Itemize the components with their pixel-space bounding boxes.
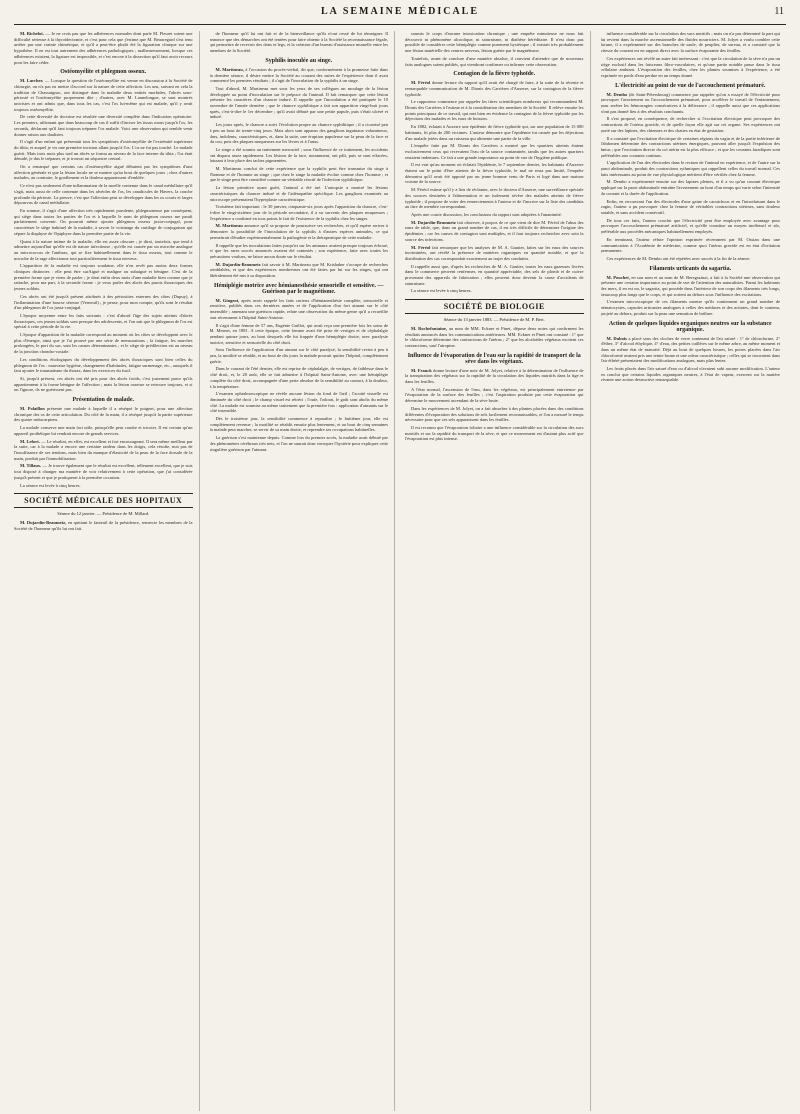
- speaker-name: M. Larcher.: [20, 78, 45, 84]
- paragraph: [601, 366, 781, 383]
- section-heading: Action de quelques liquides organiques neutres sur la substance organique.: [608, 320, 772, 333]
- section-heading: Contagion de la fièvre typhoïde.: [453, 71, 536, 78]
- paragraph-text: en quittant le fauteuil de la présidence, remercie les membres de la Société de l'honneur qu'ils lui ont fait.: [14, 519, 193, 531]
- paragraph: [210, 323, 389, 346]
- running-head: [14, 6, 786, 25]
- paragraph-text: L'application de l'un des électrodes dans le rectum de l'animal en expérience, et de l'autre sur la paroi abdominale, produit des contractions rythmiques qui rappellent celles du travail normal. Ces faits intéressants au point de vue physiologique méritent d'être vérifiés chez la femme.: [600, 160, 780, 177]
- paragraph-text: Le singe a été soumis au traitement mercuriel ; sous l'influence de ce traitement, les accidents ont disparu assez rapidement. Les lésions de la face, notamment, ont pâli, puis se sont effacées, laissant à leur place des taches pigmentées.: [209, 146, 388, 164]
- section-heading: Syphilis inoculée au singe.: [265, 57, 333, 64]
- paragraph-text: M. Féréol estime qu'il y a lieu de réclamer, avec le docteur d'Auxerre, une surveillance spéciale des sources destinées à l'alimentation et un isolement sévère des malades atteints de fièvre typhoïde ; il propose de voter des remerciements à l'auteur et de l'inscrire sur la liste des candidats au titre de membre correspondant.: [405, 187, 584, 210]
- paragraph-text: Les jours après, le chancre a suivi l'évolution propre au chancre syphilitique ; il a cicatrisé peu à peu au bout de trente-cinq jours. Mais alors sont apparus des ganglions inguinaux volumineux, durs, indolents, caractéristiques, et, dans la suite, une éruption papuleuse sur la peau de la face et du cou, puis des plaques muqueuses sur les lèvres et à l'anus.: [209, 122, 388, 145]
- speaker-name: M. Dujardin-Beaumetz: [411, 219, 458, 225]
- paragraph-text: Il est reconnu que l'évaporation foliaire a une influence considérable sur la circulation des sucs nutritifs et sur la rapidité du transport de la sève, et que ce mouvement est d'autant plus actif que l'évaporation est plus intense.: [405, 424, 584, 442]
- paragraph: [601, 336, 781, 365]
- paragraph: [14, 139, 193, 162]
- paragraph: [405, 245, 584, 262]
- paragraph: [601, 299, 781, 316]
- paragraph-text: influence considérable sur la circulation des sucs nutritifs ; mais on n'a pas déterminé la part qui lui revient dans la marche ascensionnelle des fluides nourriciers. M. Jolyet a voulu combler cette lacune, il a expérimenté sur des branches de saule, de peuplier, de sureau, et a constaté que la vitesse du courant est en rapport direct avec la surface évaporante des feuilles.: [600, 31, 780, 54]
- paragraph: [405, 387, 584, 404]
- paragraph-text: Il s'agit d'une femme de 57 ans, Eugénie Guillot, qui avait reçu une première fois les soins de M. Mesnet, en 1881. A cette époque, cette femme avait été prise de vertiges et de céphalalgie pendant quinze jours, au bout desquels elle fut frappée d'une hémiplégie droite, avec paralysie motrice, sensitive et sensorielle du côté droit.: [209, 322, 388, 345]
- paragraph: [210, 262, 389, 279]
- paragraph: [14, 31, 193, 65]
- column-4: [601, 31, 787, 1111]
- paragraph: [14, 483, 193, 489]
- paragraph-text: Toutefois, avant de conclure d'une manière absolue, il convient d'attendre que de nouveaux faits analogues soient publiés, qui viendront confirmer ou infirmer cette observation.: [405, 55, 584, 67]
- paragraph-text: La séance est levée à cinq heures.: [20, 482, 81, 488]
- paragraph: [405, 425, 584, 442]
- paragraph-text: Il rappelle que les inoculations faites jusqu'ici sur les animaux avaient presque toujours échoué, et que les rares succès annoncés avaient été contestés ; son expérience, faite avec toutes les précautions voulues, ne laisse aucun doute sur le résultat.: [209, 242, 388, 259]
- paragraph: [14, 239, 193, 262]
- paragraph: [210, 185, 389, 202]
- paragraph: [405, 220, 584, 243]
- paragraph-text: Enfin, en recouvrant l'un des électrodes d'une gaine de caoutchouc et en l'introduisant dans le vagin, l'auteur a pu provoquer chez la femme de véritables contractions utérines, sans douleur notable, et sans accident consécutif.: [600, 198, 780, 215]
- paragraph: [14, 114, 193, 137]
- speaker-name: M. Gingeot,: [215, 297, 242, 303]
- speaker-name: M. Féréol: [411, 80, 432, 86]
- paragraph-text: en son nom et au nom de M. Beregszászi, a fait à la Société une observation qui présente une certaine importance au point de vue de l'attention des naturalistes. Parmi les habitants des mers, il en est un, le sagartia, qui possède dans l'intérieur de son corps des filaments très longs, beaucoup plus longs que le corps, et qui sortent au dehors sous l'influence des excitations.: [600, 274, 780, 297]
- paragraph: [601, 92, 781, 115]
- column-2: [210, 31, 396, 1111]
- publication-title: LA SEMAINE MÉDICALE: [320, 6, 480, 17]
- paragraph-text: à l'occasion du procès-verbal, dit que, conformément à la promesse faite dans la dernière séance, il désire mettre la Société au courant des suites de l'expérience dont il avait commencé les premiers résultats ; il s'agit de l'inoculation de la syphilis à un singe.: [209, 66, 388, 84]
- paragraph: [601, 160, 781, 177]
- paragraph: [210, 243, 389, 260]
- paragraph: [14, 263, 193, 292]
- paragraph-text: Dans les expériences de M. Jolyet, on a fait absorber à des plantes placées dans des conditions différentes d'évaporation des solutions de sels facilement reconnaissables, et l'on a mesuré le temps nécessaire pour que ces sels apparaissent dans les feuilles.: [405, 405, 584, 423]
- page-number: 11: [774, 6, 784, 17]
- paragraph: [405, 288, 584, 294]
- paragraph: [601, 31, 781, 54]
- paragraph-text: Les fruits placés dans l'air saturé d'eau ou d'alcool n'avaient subi aucune modification. L'auteur en conclut que certains liquides organiques neutres, à l'état de vapeur, exercent sur la matière vivante une action destructive remarquable.: [600, 366, 780, 383]
- paragraph: [14, 376, 193, 393]
- paragraph-text: de l'honneur qu'il lui ont fait et de la bienveillance qu'ils n'ont cessé de lui témoigner. Il annonce que des démarches ont été tentées pour faire obtenir à la Société la reconnaissance légale, qui permettra de recevoir des dons et legs, et la création d'un bureau d'assistance mutuelle entre les membres de la Société.: [209, 31, 388, 54]
- paragraph: [210, 86, 389, 120]
- speaker-name: M. Pouchet,: [606, 274, 632, 280]
- paragraph-text: Il a constaté que l'excitation électrique de certaines régions du vagin et de la partie inférieure de l'abdomen détermine des contractions utérines énergiques, pouvant aller jusqu'à l'expulsion des fœtus ; que l'excitation directe du col utérin est la plus efficace ; et que les courants faradiques sont préférables aux courants continus.: [600, 135, 780, 158]
- paragraph: [405, 143, 584, 160]
- paragraph: [210, 147, 389, 164]
- paragraph: [405, 80, 584, 97]
- paragraph: [601, 256, 781, 262]
- paragraph-text: donne lecture du rapport qu'il avait été chargé de faire, à la suite de la récente et remarquable communication de M. Dionis des Carrières d'Auxerre, sur la contagion de la fièvre typhoïde.: [405, 80, 584, 97]
- paragraph: [405, 99, 584, 122]
- speaker-name: M. Richelot.: [20, 31, 46, 36]
- paragraph: [405, 368, 584, 385]
- paragraph: [210, 223, 389, 240]
- paragraph: [210, 416, 389, 433]
- society-heading: SOCIÉTÉ DE BIOLOGIE: [405, 299, 584, 314]
- paragraph-text: soumis le corps d'aucune intoxication chronique ; une enquête minutieuse ne nous fait découvrir ni phénomène alcoolique, ni saturnisme, ni diathèse héréditaire. Il n'est donc pas possible de considérer cette hémiplégie comme purement hystérique ; il existait très probablement une lésion matérielle des centres nerveux, lésion guérie par le magnétisme.: [405, 31, 584, 54]
- paragraph: [14, 183, 193, 206]
- paragraph-text: au nom de MM. Eckner et Pinet, dépose deux notes qui confirment les résultats annoncés dans les communications antérieures. MM. Eckner et Pinet ont constaté : 1° que le chloroforme détermine des contractions de l'utérus ; 2° que les alcaloïdes végétaux excitent ces contractions, sauf l'atropine.: [405, 325, 584, 348]
- paragraph-text: L'époque d'apparition de la maladie correspond au moment où les côtes se développent avec le plus d'énergie, ainsi que je l'ai prouvé par une série de mensurations ; la fatigue, les marches prolongées, le port du sac, sont les causes déterminantes ; et le siège de prédilection est au niveau de la jonction chondro-costale.: [14, 332, 193, 355]
- paragraph-text: La lésion primitive ayant guéri, l'animal a été tué. L'autopsie a montré les lésions caractéristiques du chancre induré et de l'adénopathie spécifique. Les ganglions examinés au microscope présentaient l'hyperplasie caractéristique.: [209, 185, 388, 202]
- paragraph-text: En terminant, l'auteur réfute l'opinion exprimée récemment par M. Ossian dans une communication à l'Académie de médecine, comme quoi l'utérus gravide est en état d'irritation permanente.: [600, 236, 780, 254]
- paragraph: [210, 366, 389, 389]
- paragraph: [601, 275, 781, 298]
- speaker-name: M. Rochefontaine,: [411, 325, 449, 331]
- column-1: [14, 31, 200, 1111]
- paragraph-text: L'examen ophtalmoscopique ne révèle aucune lésion du fond de l'œil ; l'acuité visuelle est diminuée du côté droit ; le champ visuel est rétréci ; l'ouïe, l'odorat, le goût sont abolis du même côté. La malade est soumise au même traitement que la première fois : application d'aimants sur le côté insensible.: [209, 391, 388, 414]
- paragraph-text: La malade conserve une main fort utile, puisqu'elle peut coudre et tricoter. Il est certain qu'un appareil prothétique lui rendrait encore de grands services.: [14, 425, 193, 436]
- paragraph: [14, 294, 193, 311]
- paragraph-text: — Lorsque la question de l'ostéomyélite est venue en discussion à la Société de chirurgie, on n'a pas eu mettre d'accord sur la nature de cette affection. Les uns, suivant en cela la tradition de Chassaignac, ont distingué dans la maladie deux entités morbides, l'abcès sous-périosté et l'ostéomyélite proprement dite ; d'autres, avec M. Lannelongue, se sont montrés unicistes et ont admis que, dans tous les cas, c'est l'os lui-même qui est malade, qu'il y avait toujours ostéomyélite.: [14, 78, 193, 112]
- paragraph-text: fait savoir à M. Martineau que M. Krishaber s'occupe de recherches semblables, et que des expériences nombreuses ont été faites par lui sur les singes, qui ont libéralement été mis à sa disposition.: [209, 261, 388, 279]
- paragraph: [405, 264, 584, 287]
- paragraph-text: Il s'est proposé, en conséquence, de rechercher si l'excitation électrique peut provoquer des contractions de l'utérus gravide, et de quelle façon elle agit sur cet organe. Ses expériences ont porté sur des lapines, des chiennes et des chattes en état de gestation.: [600, 116, 780, 133]
- speaker-name: M. Franck: [411, 367, 434, 373]
- paragraph-text: Ces abcès ont été jusqu'à présent attribués à des périostites externes des côtes (Dupuy), à l'inflammation d'une bourse séreuse (Verneuil) ; je pense, pour mon compte, qu'ils sont le résultat d'un phlegmon de l'os juxta-conjugal.: [14, 293, 193, 311]
- paragraph-text: Troisième fait important : le 30 janvier, cinquante-six jours après l'apparition du chancre, c'est-à-dire le vingt-sixième jour de la période secondaire, il a vu survenir des plaques muqueuses ; l'expérience a confirmé en tous points le fait de l'existence de la syphilis chez les singes.: [209, 204, 388, 221]
- paragraph-text: Le rapporteur commence par rappeler les titres scientifiques nombreux qui recommandent M. Dionis des Carrières à l'estime et à la considération des membres de la Société. Il relève ensuite les points principaux de ce travail, qui met bien en évidence la contagion de la fièvre typhoïde par les déjections des malades et les eaux de boisson.: [405, 99, 584, 122]
- paragraph-text: L'apparition de la maladie est toujours soudaine, elle n'en revêt pas moins deux formes cliniques distinctes : elle peut être surAiguë et maligne ou subaiguë et bénigne. C'est de la première forme que je viens de parler ; je dirai enfin deux mots d'une maladie bien connue que je rattache, pour ma part, à la seconde forme : je veux parler des abcès des parois thoraciques des jeunes soldats.: [14, 263, 193, 292]
- paragraph: [14, 164, 193, 181]
- paragraph-text: En 1882, éclatait à Auxerre une épidémie de fièvre typhoïde qui, sur une population de 15 000 habitants, fit plus de 200 victimes. L'auteur démontre que l'épidémie fut causée par les déjections d'un malade jetées dans un ruisseau qui alimente une partie de la ville.: [405, 124, 584, 141]
- section-heading: Hémiplégie motrice avec hémianesthésie sensorielle et sensitive. — Guérison par le magnétisme.: [213, 282, 384, 295]
- paragraph-text: La séance est levée à cinq heures.: [411, 288, 472, 294]
- paragraph: [405, 406, 584, 423]
- column-3: [405, 31, 591, 1111]
- paragraph: [405, 212, 584, 218]
- paragraph: [601, 179, 781, 196]
- paragraph-text: Les conditions étiologiques du développement des abcès thoraciques sont bien celles du phlegmon de l'os : mauvaise hygiène, changement d'habitudes, fatigue surmenage, etc., auxquels il faut ajouter le traumatisme du thorax, dans les exercices du fusil.: [14, 356, 193, 374]
- paragraph: [405, 326, 584, 349]
- paragraph: [601, 218, 781, 235]
- section-heading: Filaments urticants du sagartia.: [649, 265, 732, 272]
- paragraph-text: — Je ne crois pas que les adhérences normales dont parle M. Fleuret soient une difficulté sérieuse à la thyroïdectomie, et c'est pour cela que j'estime que M. Beauregard s'est tenu arrêter par une crainte chimérique, et qu'il a peut-être plutôt été la figuration clinique sur une hypothèse. Il en est tout autrement des adhérences pathologiques ; malheureusement, lorsque ces adhérences existent, la ligature est impossible, et c'est encore à la dissection qu'il faut avoir recours pour les faire céder.: [14, 31, 193, 65]
- paragraph-text: fait remarquer que les analyses de M. A. Gautier, faites sur les eaux des sources incriminées, ont révélé la présence de matières organiques en quantité notable, et que la distribution des cas correspondait exactement au trajet des conduites.: [405, 244, 584, 261]
- paragraph: [601, 199, 781, 216]
- paragraph: [210, 122, 389, 145]
- paragraph: [14, 332, 193, 355]
- paragraph-text: présente une malade à laquelle il a réséqué le poignet, pour une affection chronique des os de cette articulation. Du côté de la main, il a réséqué jusqu'à la partie supérieure des quatre métacarpiens.: [14, 406, 193, 423]
- paragraph: [601, 136, 781, 159]
- paragraph-text: De cette diversité de doctrine est résultée une diversité complète dans l'indication opératoire. Les premiers, affirmant que dans beaucoup de cas il suffit d'inciser les tissus mous jusqu'à l'os, les seconds, déclarant qu'il faut toujours trépaner l'os malade. Voici une observation qui semble venir donner raison aux dualistes.: [14, 114, 193, 137]
- paragraph-text: L'enquête faite par M. Dionis des Carrières a montré que les quartiers atteints étaient exclusivement ceux qui recevaient l'eau de la source contaminée, tandis que les autres quartiers restaient indemnes. Ce fait a une grande importance au point de vue de l'hygiène publique.: [405, 143, 584, 160]
- paragraph-text: L'époque moyenne entre les faits suivants : c'est d'abord l'âge des sujets atteints d'abcès thoraciques, ces jeunes soldats sont presque des adolescents, et l'on sait que le phlegmon de l'os est spécial à cette période de la vie.: [14, 312, 193, 330]
- paragraph: [601, 237, 781, 254]
- speaker-name: M. Dujardin-Beaumetz: [215, 261, 263, 267]
- paragraph: [405, 162, 584, 185]
- paragraph: [601, 56, 781, 79]
- meeting-line: Séance du 12 janvier. — Présidence de M. Millard.: [57, 511, 150, 517]
- paragraph: [14, 313, 193, 330]
- paragraph: [405, 124, 584, 141]
- section-heading: Ostéomyélite et phlegmon osseux.: [60, 69, 147, 76]
- paragraph-text: donne lecture d'une note de M. Jolyet, relative à la détermination de l'influence de la transpiration des végétaux sur la rapidité de la circulation des liquides nutritifs dans la tige et dans les feuilles.: [405, 367, 584, 385]
- speaker-name: M. Polaillon: [20, 406, 48, 412]
- paragraph-text: M. Dembo a expérimenté ensuite sur des lapines pleines, et il a vu qu'un courant électrique appliqué sur la paroi abdominale entraîne l'avortement au bout d'un temps qui varie selon l'intensité du courant et la durée de l'application.: [600, 179, 780, 196]
- paragraph-text: Ces expériences de M. Dembo ont été répétées avec succès à la fin de la séance.: [606, 255, 751, 261]
- paragraph: [14, 439, 193, 462]
- paragraph: [210, 67, 389, 84]
- article-columns: [14, 31, 786, 1111]
- paragraph: [14, 463, 193, 480]
- section-heading: Présentation de malade.: [72, 397, 134, 404]
- paragraph-text: Tout d'abord, M. Martineau met sous les yeux de ses collègues un moulage de la lésion développée au point d'inoculation sur le prépuce du l'animal. Il fait remarquer que cette lésion présente les caractères d'un chancre induré. Il rappelle que l'inoculation a été pratiquée le 10 novembre de l'année dernière ; que le chancre syphilitique a fait son apparition vingt-huit jours après, c'est-à-dire le 1er décembre ; qu'il avait débuté par une petite papule, puis s'était ulcéré et induré.: [209, 85, 388, 120]
- paragraph: [405, 187, 584, 210]
- paragraph-text: Il est vrai qu'au moment où éclatait l'épidémie, le 7 septembre dernier, les habitants d'Auxerre étaient sur le point d'être atteints de la fièvre typhoïde, le mal ne resta pas limité, l'enquête démontra qu'il avait été apporté par un jeune homme venu de Paris et logé dans une maison voisine de la source.: [405, 162, 584, 185]
- paragraph-text: On a remarqué que certains cas d'ostéomyélite aiguë débutent par les symptômes d'une affection générale et que la lésion locale ne se montre qu'au bout de quelques jours ; chez d'autres malades, au contraire, le gonflement et la douleur apparaissent d'emblée.: [14, 164, 193, 181]
- paragraph: [14, 425, 193, 436]
- paragraph: [14, 208, 193, 237]
- paragraph-text: M. Martineau conclut de cette expérience que la syphilis peut être transmise du singe à l'homme et de l'homme au singe ; que chez le singe la maladie évolue comme chez l'homme ; et que le singe peut être considéré comme un véritable réactif de l'infection syphilitique.: [209, 166, 388, 183]
- paragraph-text: Après une courte discussion, les conclusions du rapport sont adoptées à l'unanimité.: [411, 211, 562, 217]
- paragraph-text: Si, jusqu'à présent, ces abcès ont été pris pour des abcès froids, c'est justement parce qu'ils appartiennent à la forme bénigne de l'affection ; mais la lésion osseuse se retrouve toujours, et si on l'ignore, ils ne guérissent pas.: [14, 375, 193, 393]
- paragraph-text: Ce n'est pas seulement d'une inflammation de la moelle contenue dans le canal médullaire qu'il s'agit, mais aussi de celle contenue dans les alvéoles de l'os, les canalicules de Havers, la couche profonde du périoste. La preuve, c'est que l'affection peut se développer dans les os courts et larges dépourvus de canal médullaire.: [14, 183, 193, 206]
- paragraph: [210, 204, 389, 221]
- paragraph: [405, 31, 584, 54]
- paragraph: [14, 406, 193, 423]
- paragraph: [210, 391, 389, 414]
- paragraph-text: — Le résultat, en effet, est excellent et fort encourageant. Il sera même meilleur par la suite, car à la malade a encore une certaine raideur dans les doigts, cela résulte, non pas de l'insuffisance de ses tendons, mais bien du manque d'élasticité de la peau de la face dorsale de la main, produit par l'immobilisation.: [14, 438, 193, 461]
- paragraph-text: après avoir rappelé les faits curieux d'hémianesthésie complète, sensorielle et sensitive, publiés dans ces dernières années et de l'application d'un fort aimant sur le côté insensible ; amenant une guérison rapide, relate une observation du même genre qu'il a recueillie tout récemment à l'hôpital Saint-Antoine.: [209, 297, 388, 320]
- paragraph: [210, 31, 389, 54]
- paragraph-text: Il s'agit d'un enfant qui présentait tous les symptômes d'ostéomyélite de l'extrémité supérieure du tibia, et auquel je vis une première incision allant jusqu'à l'os. L'os ne fut pas touché. Le malade guérit. Mais trois mois plus tard un abcès se forma au niveau de la face interne du tibia ; l'os était dénudé, je dus le trépaner, et je trouvai un séquestre central.: [14, 139, 193, 162]
- speaker-name: M. Martineau,: [215, 66, 246, 72]
- paragraph-text: (de Saint-Pétersbourg) commence par rappeler qu'on a essayé de l'électricité pour provoquer l'avortement ou l'accouchement prématuré, pour accélérer le travail de l'enfantement, pour arrêter les hémorragies consécutives à la délivrance ; il rappelle aussi que ces applications n'ont pas donné lieu à des résultats concluants.: [600, 91, 780, 114]
- paragraph: [14, 78, 193, 112]
- paragraph-text: Ces expériences ont révélé un autre fait intéressant : c'est que la circulation de la sève n'a pas un siège exclusif dans les faisceaux fibro-vasculaires, et qu'une partie notable passe dans le tissu cellulaire ambiant. L'évaporation des feuilles, chez les plantes soumises à l'expérience, a été exprimée en poids d'eau perdue en un temps donné.: [600, 55, 780, 78]
- paragraph-text: annonce qu'il se propose de poursuivre ses recherches, et qu'il espère arriver à démontrer la possibilité de l'inoculation de la syphilis à d'autres espèces animales, ce qui permettrait d'étudier expérimentalement la pathogénie et la thérapeutique de cette maladie.: [209, 223, 388, 240]
- speaker-name: M. Dubois: [606, 335, 629, 341]
- paragraph: [601, 116, 781, 133]
- speaker-name: M. Dujardin-Beaumetz,: [20, 519, 68, 525]
- paragraph-text: fait observer, à propos de ce que vient de dire M. Féréol de l'abus des eaux de table, que, dans un grand nombre de cas, il est très difficile de déterminer l'origine des épidémies ; car les causes de contagion sont multiples, et il faut toujours rechercher avec soin la source des infections.: [405, 219, 584, 242]
- paragraph: [210, 298, 389, 321]
- paragraph-text: En somme, il s'agit d'une affection très rapidement purulente, phlegmoneuse par conséquent, qui siège dans toutes les parties de l'os et à laquelle le nom de phlegmon osseux me paraît parfaitement convenir. On pourrait même ajouter phlegmon osseux juxta-conjugal, pour caractériser le siège habituel de la maladie, à savoir le voisinage du cartilage de conjugaison qui sépare la diaphyse de l'épiphyse dans la première partie de la vie.: [14, 207, 193, 236]
- paragraph: [210, 347, 389, 364]
- paragraph-text: De tous ces faits, l'auteur conclut que l'électricité peut être employée avec avantage pour provoquer l'accouchement prématuré artificiel, et qu'elle constitue un moyen inoffensif et sûr, préférable aux procédés mécaniques habituellement employés.: [600, 217, 780, 235]
- paragraph: [405, 56, 584, 67]
- society-heading: SOCIÉTÉ MÉDICALE DES HOPITAUX: [14, 493, 193, 508]
- paragraph-text: Quant à la nature intime de la maladie, elle est assez obscure ; je dirai, toutefois, que tend à admettre aujourd'hui qu'elle est de nature infectieuse ; qu'elle est causée par un microbe analogue au micrococcus de l'anthrax, qui se fixe habituellement dans le tissu osseux, tout comme le microbe de la rage affectionne tout particulièrement le tissu nerveux.: [14, 238, 193, 261]
- paragraph-text: La guérison s'est maintenue depuis. Comme lors du premier accès, la maladie avait débuté par des phénomènes cérébraux très nets, et l'on ne saurait donc invoquer l'hystérie pour expliquer cette singulière guérison par l'aimant.: [209, 435, 388, 452]
- paragraph-text: Dans le courant de l'été dernier, elle est reprise de céphalalgie, de vertiges, de faiblesse dans le côté droit, et, le 28 août, elle se fait admettre à l'hôpital Saint-Antoine, avec une hémiplégie complète du côté droit, accompagnée d'une perte absolue de la sensibilité au contact, à la douleur, à la température.: [209, 366, 388, 389]
- section-heading: L'électricité au point de vue de l'accouchement prématuré.: [615, 82, 766, 89]
- speaker-name: M. Féréol: [411, 244, 433, 250]
- paragraph: [14, 520, 193, 531]
- speaker-name: M. Martineau: [215, 223, 245, 229]
- paragraph-text: A l'état normal, l'ascension de l'eau, dans les végétaux, est principalement entretenue par l'évaporation de la surface des feuilles ; c'est l'aspiration produite par cette évaporation qui détermine le mouvement ascendant de la sève brute.: [405, 386, 584, 404]
- paragraph: [210, 166, 389, 183]
- paragraph-text: a placé sous des cloches de verre contenant de l'air saturé : 1° de chloroforme, 2° d'éther, 3° d'alcool éthylique, 4° d'eau, des petites cuillères sur le même arbre, au même moment et dans un même état de maturité. Déjà au bout de quelques heures, les poires placées dans l'air chloroformé avaient pris une teinte brune et une odeur caractéristique ; celles qui se trouvaient dans l'air éthéré présentaient des modifications analogues, mais plus lentes.: [600, 335, 780, 364]
- paragraph: [210, 435, 389, 452]
- paragraph: [14, 357, 193, 374]
- paragraph-text: Dès le troisième jour, la sensibilité commence à reparaître ; le huitième jour, elle est complètement revenue ; la motilité se rétablit ensuite plus lentement, et au bout de cinq semaines la malade peut marcher, se servir de sa main droite, et reprendre ses occupations habituelles.: [209, 416, 388, 433]
- paragraph-text: Sous l'influence de l'application d'un aimant sur le côté paralysé, la sensibilité revint à peu à peu, la motilité se rétablit, et au bout de dix jours la malade pouvait quitter l'hôpital, complètement guérie.: [209, 347, 388, 364]
- meeting-line: Séance du 13 janvier 1883. — Présidence de M. P. Bert.: [443, 317, 545, 323]
- paragraph-text: — Je trouve également que le résultat est excellent, tellement excellent, que je suis tout disposé à changer ma manière de voir relativement à cette opération, que j'ai considérée jusqu'à présent et que je pratiquerai à la première occasion.: [14, 463, 193, 480]
- paragraph-text: Il rappelle aussi que, d'après les recherches de M. A. Gautier, toutes les eaux gazeuses livrées dans le commerce peuvent renfermer, en quantité appréciable, des sels de plomb et de cuivre provenant des appareils de fabrication ; elles peuvent donc devenir la cause d'accidents de saturnisme.: [405, 263, 584, 286]
- paragraph-text: L'examen microscopique de ces filaments montre qu'ils contiennent un grand nombre de nématocystes, capsules urticantes analogues à celles des méduses et des actinies, dont le contenu, projeté au dehors, produit sur la peau une sensation de brûlure.: [600, 299, 780, 316]
- speaker-name: M. Lefort.: [20, 438, 42, 444]
- speaker-name: M. Tillaux.: [20, 463, 43, 469]
- section-heading: Influence de l'évaporation de l'eau sur la rapidité de transport de la sève dans les végétaux.: [407, 352, 581, 365]
- speaker-name: M. Dembo: [606, 91, 629, 97]
